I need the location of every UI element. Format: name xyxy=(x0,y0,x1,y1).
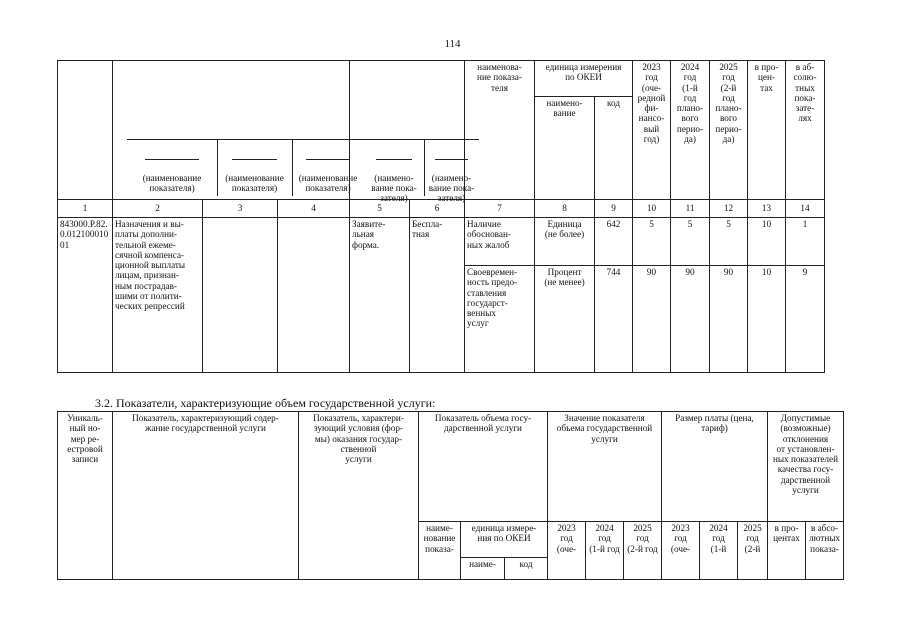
header-indicator-name: наименова- ние показа- теля xyxy=(465,61,535,200)
indicator-2025: 90 xyxy=(710,266,748,373)
blank-line xyxy=(232,159,277,160)
indicator-2023: 90 xyxy=(633,266,671,373)
service-content: Назначения и вы- платы дополни- тельной ежеме- сячной компенса- ционной выплаты лицам, признан- ным пострадав- шими от полити- ческих репрессий xyxy=(113,218,203,373)
page-number: 114 xyxy=(444,38,461,50)
header-val-2024: 2024 год (1-й год xyxy=(586,522,624,580)
header-vol-name: наиме- нование показа- xyxy=(419,522,461,580)
registry-number: 843000.Р.82. 0.012100010 01 xyxy=(58,218,113,373)
header-deviation: Допустимые (возможные) отклонения от установлен- ных показателей качества госу- дарственной услуги xyxy=(768,412,844,522)
header-value: Значение показателя объема государственной услуги xyxy=(548,412,662,522)
blank-line xyxy=(306,159,349,160)
header-dev-percent: в про- центах xyxy=(768,522,806,580)
col-number-11: 11 xyxy=(671,200,710,218)
indicator-2024: 5 xyxy=(671,218,710,266)
header-fee-2023: 2023 год (оче- xyxy=(662,522,700,580)
col-number-6: 6 xyxy=(410,200,465,218)
indicator-2025: 5 xyxy=(710,218,748,266)
content-label-2: (наименование показателя) xyxy=(225,172,284,193)
header-registry-cell xyxy=(58,61,113,200)
volume-indicators-table xyxy=(57,411,844,580)
header-absolute: в аб- солю- тных пока- зате- лях xyxy=(786,61,825,200)
blank-line xyxy=(145,159,199,160)
indicator-unit: Процент (не менее) xyxy=(535,266,595,373)
indicator-name: Своевремен- ность предо- ставления государст- венных услуг xyxy=(465,266,535,373)
indicator-code: 642 xyxy=(595,218,633,266)
header-fee-2024: 2024 год (1-й xyxy=(700,522,738,580)
indicator-2024: 90 xyxy=(671,266,710,373)
header-volume: Показатель объема госу- дарственной услуги xyxy=(419,412,548,522)
col-number-9: 9 xyxy=(595,200,633,218)
indicator-2023: 5 xyxy=(633,218,671,266)
content-cell-3 xyxy=(278,218,350,373)
indicator-absolute: 9 xyxy=(786,266,825,373)
header-dev-absolute: в абсо- лютных показа- xyxy=(806,522,844,580)
col-number-14: 14 xyxy=(786,200,825,218)
section-heading: 3.2. Показатели, характеризующие объем государственной услуги: xyxy=(95,396,436,410)
indicator-unit: Единица (не более) xyxy=(535,218,595,266)
col-number-3: 3 xyxy=(203,200,278,218)
col-number-13: 13 xyxy=(748,200,786,218)
content-label-1: (наименование показателя) xyxy=(142,172,202,193)
col-number-12: 12 xyxy=(710,200,748,218)
header-unit-name: наимено- вание xyxy=(535,97,595,200)
header-conditions: Показатель, характери- зующий условия (фор- мы) оказания государ- ственной услуги xyxy=(299,412,419,580)
col-number-7: 7 xyxy=(465,200,535,218)
condition-form: Заявите- льная форма. xyxy=(350,218,410,373)
col-number-5: 5 xyxy=(350,200,410,218)
col-number-4: 4 xyxy=(278,200,350,218)
header-vol-unit-code: код xyxy=(505,558,548,580)
quality-indicators-table xyxy=(57,60,825,373)
header-vol-unit: единица измере- ния по ОКЕИ xyxy=(461,522,548,558)
header-content: Показатель, характеризующий содер- жание государственной услуги xyxy=(113,412,299,580)
indicator-percent: 10 xyxy=(748,218,786,266)
content-cell-2 xyxy=(203,218,278,373)
col-number-8: 8 xyxy=(535,200,595,218)
header-unit-code: код xyxy=(595,97,633,200)
header-unit-okei: единица измерения по ОКЕИ xyxy=(535,61,633,97)
header-fee-2025: 2025 год (2-й xyxy=(738,522,768,580)
blank-line xyxy=(435,159,468,160)
indicator-name: Наличие обоснован- ных жалоб xyxy=(465,218,535,266)
content-label-3: (наименование показателя) xyxy=(298,172,358,193)
col-number-10: 10 xyxy=(633,200,671,218)
indicator-absolute: 1 xyxy=(786,218,825,266)
header-year-2024: 2024 год (1-й год плано- вого перио- да) xyxy=(671,61,710,200)
header-registry: Уникаль- ный но- мер ре- естровой записи xyxy=(58,412,113,580)
indicator-code: 744 xyxy=(595,266,633,373)
col-number-1: 1 xyxy=(58,200,113,218)
blank-line xyxy=(376,159,412,160)
header-val-2023: 2023 год (оче- xyxy=(548,522,586,580)
condition-label-2: (наимено- вание пока- зателя) xyxy=(428,172,475,204)
header-fee: Размер платы (цена, тариф) xyxy=(662,412,768,522)
header-year-2023: 2023 год (оче- редной фи- нансо- вый год) xyxy=(633,61,671,200)
indicator-percent: 10 xyxy=(748,266,786,373)
col-number-2: 2 xyxy=(113,200,203,218)
header-val-2025: 2025 год (2-й год xyxy=(624,522,662,580)
header-vol-unit-name: наиме- xyxy=(461,558,505,580)
condition-payment: Беспла- тная xyxy=(410,218,465,373)
header-year-2025: 2025 год (2-й год плано- вого перио- да) xyxy=(710,61,748,200)
header-percent: в про- цен- тах xyxy=(748,61,786,200)
condition-label-1: (наимено- вание пока- зателя) xyxy=(371,172,417,204)
